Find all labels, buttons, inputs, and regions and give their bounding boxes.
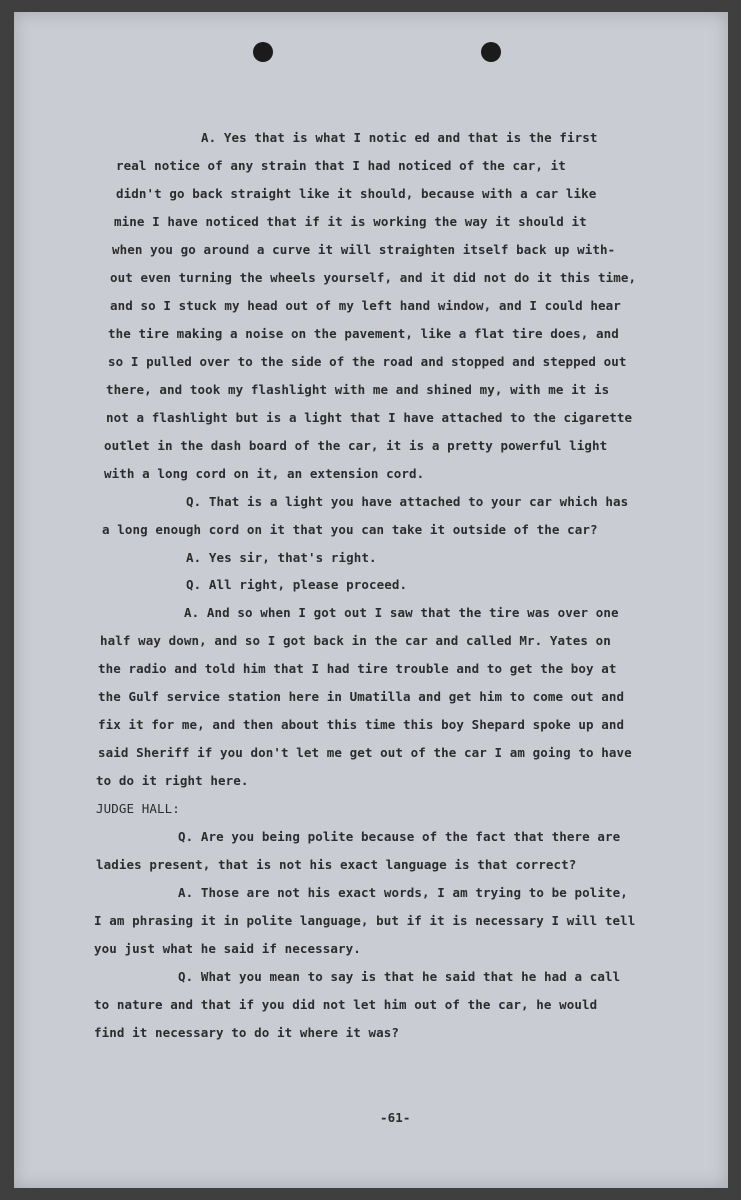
text-line: find it necessary to do it where it was? [94, 1025, 400, 1040]
text-line: real notice of any strain that I had noticed of the car, it [116, 158, 566, 173]
text-line: so I pulled over to the side of the road and stopped and stepped out [108, 354, 627, 369]
text-line: Q. That is a light you have attached to your car which has [186, 494, 629, 509]
text-line: with a long cord on it, an extension cord. [104, 466, 425, 481]
text-line: said Sheriff if you don't let me get out of the car I am going to have [98, 745, 632, 760]
text-line: to do it right here. [96, 773, 249, 788]
text-line: I am phrasing it in polite language, but if it is necessary I will tell [94, 913, 636, 928]
text-line: there, and took my flashlight with me and shined my, with me it is [106, 382, 610, 397]
punch-hole-right [481, 42, 501, 62]
text-line: out even turning the wheels yourself, and it did not do it this time, [110, 270, 637, 285]
punch-hole-left [253, 42, 273, 62]
text-line: a long enough cord on it that you can take it outside of the car? [102, 522, 598, 537]
text-line: the Gulf service station here in Umatilla and get him to come out and [98, 689, 625, 704]
text-line: fix it for me, and then about this time this boy Shepard spoke up and [98, 717, 625, 732]
text-line: the radio and told him that I had tire trouble and to get the boy at [98, 661, 617, 676]
text-line: Q. All right, please proceed. [186, 577, 408, 592]
text-line: A. And so when I got out I saw that the tire was over one [184, 605, 619, 620]
document-page [14, 12, 728, 1188]
text-line: mine I have noticed that if it is working the way it should it [114, 214, 587, 229]
text-line: to nature and that if you did not let him out of the car, he would [94, 997, 598, 1012]
text-line: didn't go back straight like it should, because with a car like [116, 186, 597, 201]
text-line: ladies present, that is not his exact language is that correct? [96, 857, 577, 872]
text-line: Q. Are you being polite because of the fact that there are [178, 829, 621, 844]
speaker-heading: JUDGE HALL: [96, 801, 180, 816]
text-line: outlet in the dash board of the car, it is a pretty powerful light [104, 438, 608, 453]
text-line: the tire making a noise on the pavement, like a flat tire does, and [108, 326, 619, 341]
text-line: when you go around a curve it will straighten itself back up with- [112, 242, 616, 257]
text-line: A. Yes that is what I notic ed and that is the first [201, 130, 598, 145]
text-line: not a flashlight but is a light that I have attached to the cigarette [106, 410, 633, 425]
text-line: A. Those are not his exact words, I am trying to be polite, [178, 885, 628, 900]
text-line: A. Yes sir, that's right. [186, 550, 377, 565]
page-number: -61- [380, 1110, 411, 1125]
text-line: you just what he said if necessary. [94, 941, 361, 956]
text-line: half way down, and so I got back in the car and called Mr. Yates on [100, 633, 611, 648]
text-line: Q. What you mean to say is that he said that he had a call [178, 969, 621, 984]
text-line: and so I stuck my head out of my left hand window, and I could hear [110, 298, 621, 313]
